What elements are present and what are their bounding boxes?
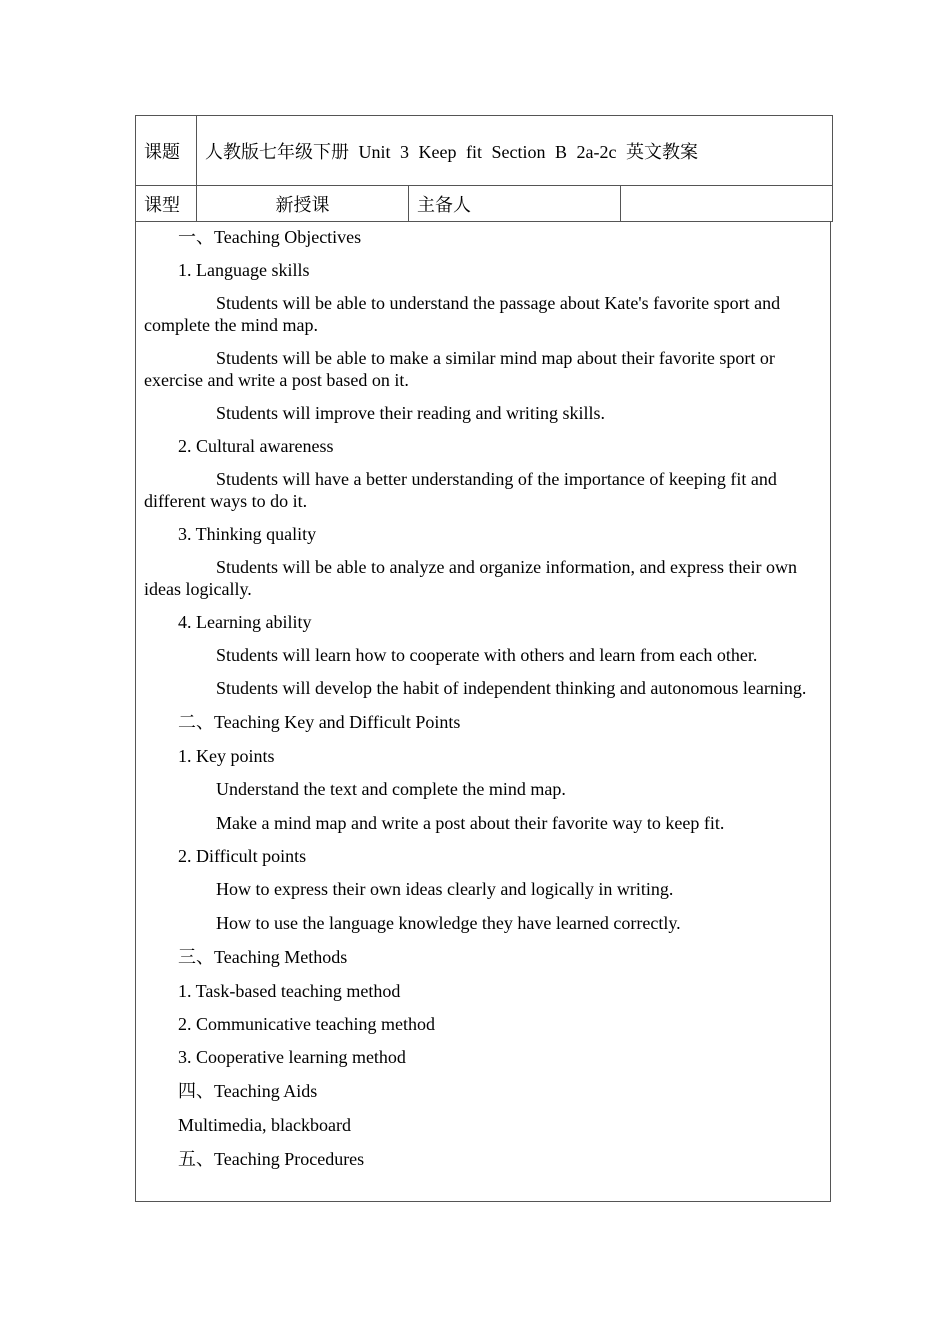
preparer-label: 主备人 bbox=[409, 186, 621, 222]
section-heading: 一、Teaching Objectives bbox=[178, 227, 362, 247]
subsection-heading: 1. Language skills bbox=[178, 260, 310, 280]
lesson-content bbox=[135, 222, 831, 1202]
section-heading: 四、Teaching Aids bbox=[178, 1081, 318, 1101]
paragraph: Students will learn how to cooperate with others and learn from each other. bbox=[216, 645, 758, 665]
paragraph: Understand the text and complete the mind map. bbox=[216, 779, 566, 799]
preparer-value bbox=[621, 186, 833, 222]
subsection-heading: 2. Difficult points bbox=[178, 846, 307, 866]
lesson-plan-page bbox=[135, 115, 833, 1202]
header-table bbox=[135, 115, 833, 222]
topic-label: 课题 bbox=[136, 116, 197, 186]
subsection-heading: 2. Cultural awareness bbox=[178, 436, 334, 456]
type-label: 课型 bbox=[136, 186, 197, 222]
section-heading: 五、Teaching Procedures bbox=[178, 1149, 365, 1169]
subsection-heading: 1. Key points bbox=[178, 746, 275, 766]
subsection-heading: 4. Learning ability bbox=[178, 612, 312, 632]
list-item: 3. Cooperative learning method bbox=[178, 1047, 406, 1067]
paragraph: Multimedia, blackboard bbox=[178, 1115, 351, 1135]
topic-value: 人教版七年级下册 Unit 3 Keep fit Section B 2a-2c 英文教案 bbox=[197, 116, 833, 186]
paragraph: Make a mind map and write a post about their favorite way to keep fit. bbox=[216, 813, 725, 833]
topic-row bbox=[136, 116, 833, 186]
paragraph: How to use the language knowledge they have learned correctly. bbox=[216, 913, 681, 933]
subsection-heading: 3. Thinking quality bbox=[178, 524, 317, 544]
type-value: 新授课 bbox=[197, 186, 409, 222]
paragraph: Students will develop the habit of independent thinking and autonomous learning. bbox=[216, 678, 807, 698]
paragraph: Students will have a better understanding of the importance of keeping fit and different ways to do it. bbox=[144, 469, 777, 511]
section-heading: 二、Teaching Key and Difficult Points bbox=[178, 712, 461, 732]
paragraph: Students will be able to understand the passage about Kate's favorite sport and complete the mind map. bbox=[144, 293, 781, 335]
paragraph: How to express their own ideas clearly and logically in writing. bbox=[216, 879, 674, 899]
paragraph: Students will be able to analyze and organize information, and express their own ideas logically. bbox=[144, 557, 798, 599]
paragraph: Students will be able to make a similar mind map about their favorite sport or exercise and write a post based on it. bbox=[144, 348, 775, 390]
section-heading: 三、Teaching Methods bbox=[178, 947, 348, 967]
paragraph: Students will improve their reading and writing skills. bbox=[216, 403, 605, 423]
list-item: 1. Task-based teaching method bbox=[178, 981, 401, 1001]
list-item: 2. Communicative teaching method bbox=[178, 1014, 435, 1034]
type-row bbox=[136, 186, 833, 222]
